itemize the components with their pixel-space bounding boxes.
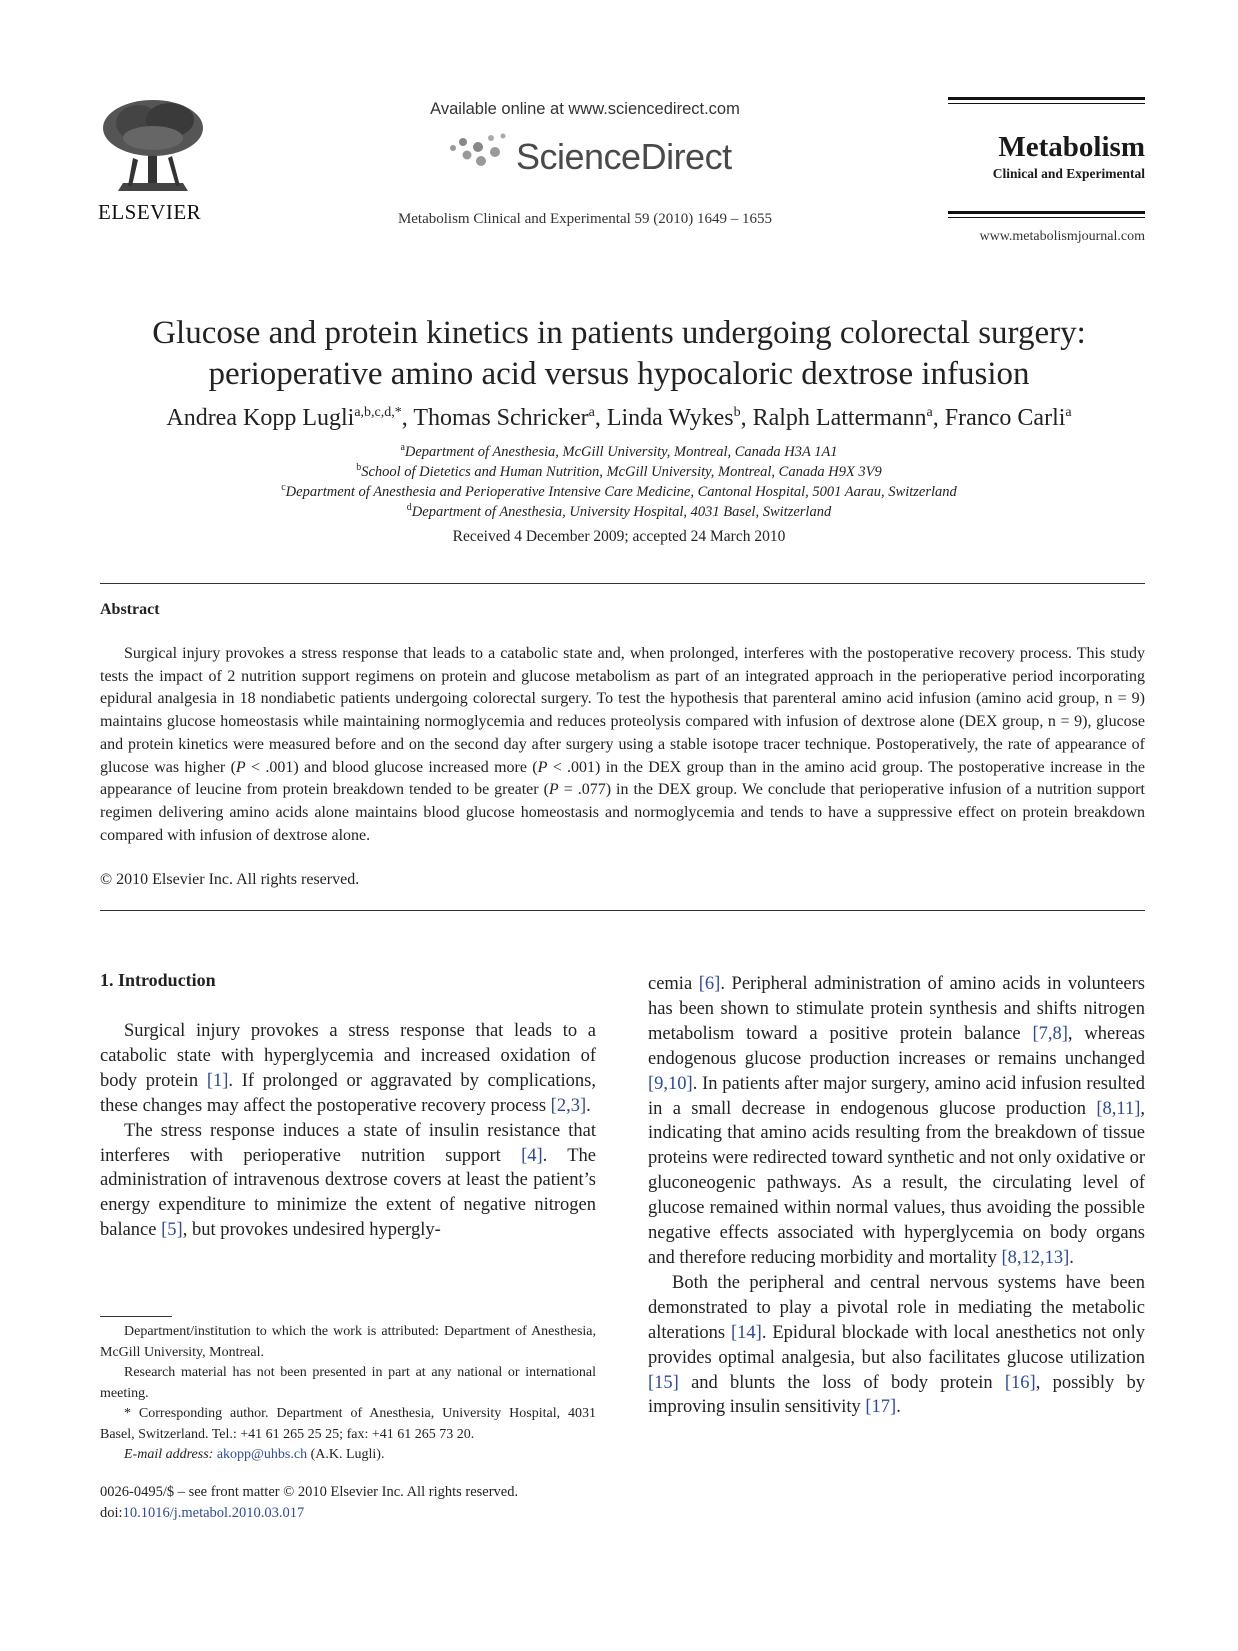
text-segment: . Peripheral administration of amino acids in volunteers has been shown to stimulate protein synthesis and shifts nitrogen metabolism toward a positive protein balance bbox=[648, 974, 1145, 1044]
author-name: Thomas Schricker bbox=[413, 405, 589, 431]
corresponding-author-mark[interactable]: * bbox=[394, 405, 402, 420]
citation-link[interactable]: [8,11] bbox=[1096, 1098, 1141, 1119]
footnote-presentation: Research material has not been presented in part at any national or international meeting. bbox=[100, 1365, 596, 1401]
text-segment: , but provokes undesired hypergly- bbox=[182, 1220, 441, 1241]
title-line-2: perioperative amino acid versus hypocaloric dextrose infusion bbox=[208, 356, 1030, 392]
header-rule-top bbox=[948, 97, 1145, 100]
abstract-bottom-rule bbox=[100, 910, 1145, 911]
publisher-name: ELSEVIER bbox=[98, 200, 202, 224]
header-rule-bottom bbox=[948, 211, 1145, 214]
citation-link[interactable]: [1] bbox=[206, 1070, 229, 1091]
affiliation-a bbox=[60, 442, 1178, 461]
author-affiliation-mark: b bbox=[733, 405, 741, 420]
issn-line: 0026-0495/$ – see front matter © 2010 Elsevier Inc. All rights reserved. bbox=[100, 1484, 519, 1500]
text-segment: The stress response induces a state of insulin resistance that interferes with perioperative nutrition support bbox=[100, 1120, 596, 1166]
affiliation-mark: d bbox=[406, 502, 412, 513]
doi-link[interactable]: 10.1016/j.metabol.2010.03.017 bbox=[122, 1505, 305, 1521]
citation-link[interactable]: [15] bbox=[648, 1372, 679, 1393]
abstract-top-rule bbox=[100, 583, 1145, 584]
section-heading-introduction: 1. Introduction bbox=[100, 970, 216, 990]
affiliation-text: Department of Anesthesia, University Hospital, 4031 Basel, Switzerland bbox=[411, 503, 832, 520]
author-affiliation-mark: a,b,c,d, bbox=[354, 405, 395, 420]
author-name: Ralph Lattermann bbox=[752, 405, 927, 431]
abstract-segment: < .001) in the DEX group than in the amino acid group. The postoperative increase in the appearance of leucine from protein breakdown tended to be greater ( bbox=[100, 758, 1145, 799]
email-label: E-mail address: bbox=[124, 1447, 214, 1462]
elsevier-tree-logo bbox=[98, 98, 208, 198]
affiliation-mark: a bbox=[400, 442, 405, 453]
journal-citation: Metabolism Clinical and Experimental 59 (2010) 1649 – 1655 bbox=[397, 211, 773, 227]
intro-paragraph-1 bbox=[100, 1019, 596, 1119]
footnote-corresponding-author: * Corresponding author. Department of Anesthesia, University Hospital, 4031 Basel, Switzerland. Tel.: +41 61 265 25 25; fax: +41 61 265 73 20. bbox=[100, 1406, 596, 1442]
footnote-institution: Department/institution to which the work is attributed: Department of Anesthesia, McGill University, Montreal. bbox=[100, 1324, 596, 1360]
citation-link[interactable]: [8,12,13] bbox=[1001, 1247, 1070, 1268]
author-name: Linda Wykes bbox=[606, 405, 734, 431]
email-suffix: (A.K. Lugli). bbox=[307, 1447, 385, 1462]
author-affiliation-mark: a bbox=[926, 405, 933, 420]
received-dates: Received 4 December 2009; accepted 24 March 2010 bbox=[452, 528, 786, 545]
email-link[interactable]: akopp@uhbs.ch bbox=[216, 1447, 308, 1462]
author-separator: , bbox=[594, 405, 607, 431]
left-column bbox=[100, 1019, 596, 1243]
available-online-text: Available online at www.sciencedirect.com bbox=[430, 100, 740, 118]
author-affiliation-mark: a bbox=[1065, 405, 1072, 420]
footnote-rule bbox=[100, 1316, 172, 1317]
title-line-1: Glucose and protein kinetics in patients undergoing colorectal surgery: bbox=[152, 315, 1086, 351]
affiliation-mark: b bbox=[356, 462, 362, 473]
journal-name: Metabolism bbox=[998, 131, 1145, 163]
text-segment: , whereas endogenous glucose production increases or remains unchanged bbox=[648, 1023, 1145, 1069]
sciencedirect-wordmark: ScienceDirect bbox=[516, 136, 732, 177]
text-segment: . The administration of intravenous dextrose covers at least the patient’s energy expenditure to minimize the extent of negative nitrogen balance bbox=[100, 1145, 596, 1241]
author-name: Andrea Kopp Lugli bbox=[166, 405, 355, 431]
p-symbol: P bbox=[235, 758, 246, 776]
citation-link[interactable]: [7,8] bbox=[1032, 1023, 1068, 1044]
text-segment: . bbox=[586, 1095, 591, 1116]
doi-line bbox=[100, 1503, 620, 1524]
p-symbol: P bbox=[537, 758, 548, 776]
citation-link[interactable]: [9,10] bbox=[648, 1073, 693, 1094]
abstract-text bbox=[100, 643, 1145, 847]
text-segment: cemia bbox=[648, 974, 699, 994]
intro-paragraph-4 bbox=[648, 1271, 1145, 1420]
citation-link[interactable]: [2,3] bbox=[550, 1095, 587, 1116]
affiliation-d bbox=[60, 502, 1178, 521]
author-affiliation-mark: a bbox=[588, 405, 595, 420]
text-segment: , possibly by improving insulin sensitivity bbox=[648, 1372, 1145, 1418]
abstract-segment: Surgical injury provokes a stress response that leads to a catabolic state and, when prolonged, interferes with the postoperative recovery process. This study tests the impact of 2 nutrition support regimens on protein and glucose metabolism as part of an integrated approach in the perioperative period incorporating epidural analgesia in 18 nondiabetic patients undergoing colorectal surgery. To test the hypothesis that parenteral amino acid infusion (amino acid group, n = 9) maintains glucose homeostasis while maintaining normoglycemia and reduces proteolysis compared with infusion of dextrose alone (DEX group, n = 9), glucose and protein kinetics were measured before and on the second day after surgery using a stable isotope tracer technique. Postoperatively, the rate of appearance of glucose was higher ( bbox=[100, 645, 1145, 776]
text-segment: . In patients after major surgery, amino acid infusion resulted in a small decrease in endogenous glucose production bbox=[648, 1073, 1145, 1119]
article-title bbox=[60, 313, 1178, 395]
right-column bbox=[648, 972, 1145, 1420]
text-segment: Both the peripheral and central nervous systems have been demonstrated to play a pivotal role in mediating the metabolic alterations bbox=[648, 1272, 1145, 1343]
footnotes bbox=[100, 1322, 596, 1466]
intro-paragraph-2 bbox=[100, 1119, 596, 1244]
text-segment: . Epidural blockade with local anesthetics not only provides optimal analgesia, but also facilitates glucose utilization bbox=[648, 1322, 1145, 1368]
text-segment: Surgical injury provokes a stress response that leads to a catabolic state with hyperglycemia and increased oxidation of body protein bbox=[100, 1021, 596, 1091]
footnote-email bbox=[100, 1445, 596, 1466]
issn-block bbox=[100, 1482, 620, 1524]
header-rule-top-thin bbox=[948, 103, 1145, 104]
text-segment: . If prolonged or aggravated by complications, these changes may affect the postoperative recovery process bbox=[100, 1070, 597, 1116]
citation-link[interactable]: [17] bbox=[865, 1397, 897, 1418]
abstract-segment: = .077) in the DEX group. We conclude that perioperative infusion of a nutrition support regimen delivering amino acids alone maintains blood glucose homeostasis and normoglycemia and tends to have a suppressive effect on protein breakdown compared with infusion of dextrose alone. bbox=[100, 781, 1145, 844]
citation-link[interactable]: [6] bbox=[698, 974, 721, 994]
abstract-heading: Abstract bbox=[100, 601, 160, 618]
intro-paragraph-3 bbox=[648, 972, 1145, 1271]
header-rule-bottom-thin bbox=[948, 217, 1145, 218]
p-symbol: P bbox=[548, 781, 559, 799]
author-separator: , bbox=[932, 405, 945, 431]
text-segment: , indicating that amino acids resulting from the breakdown of tissue proteins were redirected toward synthetic and not only oxidative or gluconeogenic pathways. As a result, the circulating level of glucose remained within normal values, thus avoiding the possible negative effects associated with hyperglycemia on body organs and therefore reducing morbidity and mortality bbox=[648, 1098, 1145, 1268]
text-segment: and blunts the loss of body protein bbox=[678, 1372, 1005, 1393]
abstract-copyright: © 2010 Elsevier Inc. All rights reserved. bbox=[100, 871, 360, 888]
affiliation-b bbox=[60, 462, 1178, 481]
journal-subtitle: Clinical and Experimental bbox=[992, 166, 1145, 181]
citation-link[interactable]: [4] bbox=[521, 1145, 543, 1166]
affiliation-mark: c bbox=[281, 482, 286, 493]
affiliation-c bbox=[60, 482, 1178, 501]
text-segment: . bbox=[1069, 1247, 1074, 1268]
affiliation-text: Department of Anesthesia and Perioperative Intensive Care Medicine, Cantonal Hospital, 5001 Aarau, Switzerland bbox=[285, 483, 957, 500]
citation-link[interactable]: [5] bbox=[161, 1220, 183, 1241]
author-name: Franco Carli bbox=[944, 405, 1066, 431]
author-separator: , bbox=[740, 405, 753, 431]
text-segment: . bbox=[896, 1397, 901, 1418]
author-list bbox=[60, 405, 1178, 432]
affiliation-text: School of Dietetics and Human Nutrition, McGill University, Montreal, Canada H9X 3V9 bbox=[361, 463, 882, 480]
citation-link[interactable]: [16] bbox=[1004, 1372, 1036, 1393]
author-separator: , bbox=[401, 405, 414, 431]
citation-link[interactable]: [14] bbox=[731, 1322, 762, 1343]
affiliation-text: Department of Anesthesia, McGill University, Montreal, Canada H3A 1A1 bbox=[404, 443, 838, 460]
abstract-segment: < .001) and blood glucose increased more ( bbox=[245, 758, 538, 776]
doi-label: doi: bbox=[100, 1505, 123, 1521]
journal-url-link[interactable]: www.metabolismjournal.com bbox=[979, 229, 1145, 244]
